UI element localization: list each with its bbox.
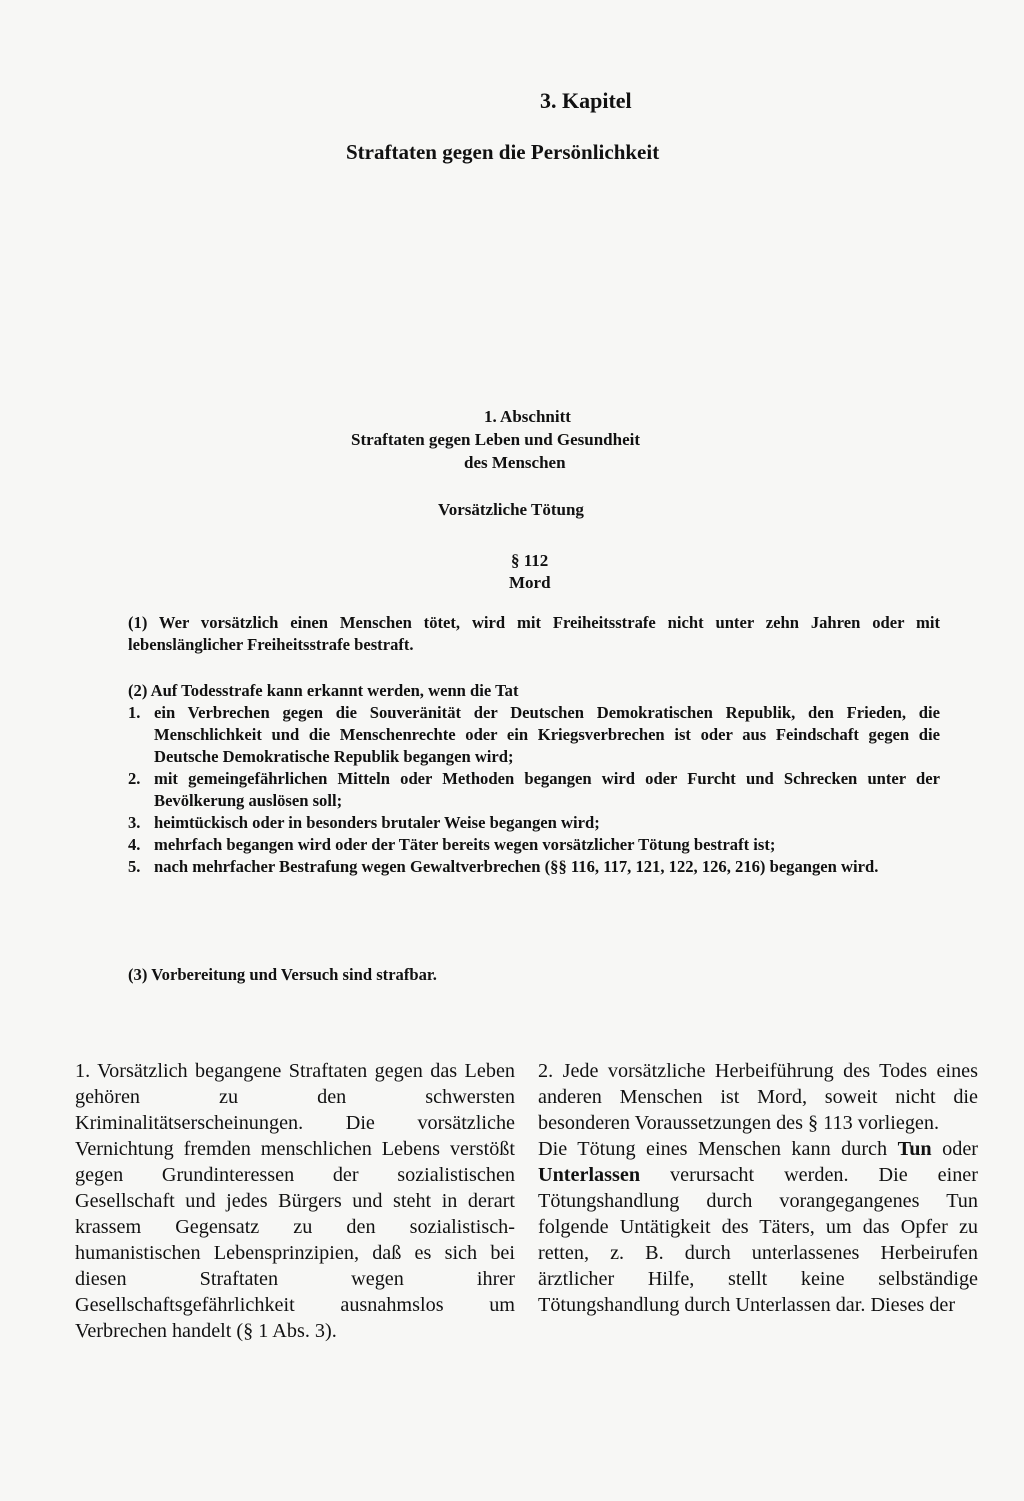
law-absatz-3: (3) Vorbereitung und Versuch sind strafbar.: [128, 965, 437, 984]
law-list-number: 2.: [128, 769, 141, 788]
commentary-right-column: [538, 1058, 978, 1318]
section-title: Straftaten gegen Leben und Gesundheit: [351, 430, 641, 449]
law-list-text: mehrfach begangen wird oder der Täter bereits wegen vorsätzlicher Tötung bestraft ist;: [154, 835, 776, 854]
law-list-item: [128, 812, 940, 834]
paragraph-number: § 112: [511, 551, 549, 570]
commentary-emphasis-unterlassen: Unterlassen: [538, 1164, 641, 1186]
section-number: 1. Abschnitt: [484, 407, 571, 426]
law-list-item: [128, 702, 940, 768]
law-list-item: [128, 834, 940, 856]
law-absatz-1: (1) Wer vorsätzlich einen Menschen tötet, wird mit Freiheitsstrafe nicht unter zehn Jahren oder mit lebenslänglicher Freiheitsstrafe bestraft.: [128, 613, 940, 654]
law-list-text: heimtückisch oder in besonders brutaler Weise begangen wird;: [154, 813, 600, 832]
chapter-number: 3. Kapitel: [540, 88, 632, 113]
law-list-number: 4.: [128, 835, 141, 854]
law-list-text: mit gemeingefährlichen Mitteln oder Methoden begangen wird oder Furcht und Schrecken unter der Bevölkerung auslösen soll;: [154, 769, 940, 810]
commentary-left-column: [75, 1058, 515, 1344]
commentary-note-2: 2. Jede vorsätzliche Herbeiführung des Todes eines anderen Menschen ist Mord, soweit nicht die besonderen Voraussetzungen des § 113 vorliegen.: [538, 1060, 978, 1134]
commentary-text: Die Tötung eines Menschen kann durch: [538, 1138, 898, 1160]
chapter-title: Straftaten gegen die Persönlichkeit: [346, 140, 660, 164]
law-list-number: 1.: [128, 703, 141, 722]
law-list-item: [128, 856, 940, 878]
law-list-text: nach mehrfacher Bestrafung wegen Gewaltverbrechen (§§ 116, 117, 121, 122, 126, 216) begangen wird.: [154, 857, 879, 876]
commentary-emphasis-tun: Tun: [897, 1138, 932, 1160]
commentary-note-2-continued: [538, 1136, 978, 1318]
law-list-number: 3.: [128, 813, 141, 832]
law-absatz-2-list: [128, 702, 940, 878]
paragraph-title: Mord: [509, 573, 551, 592]
commentary-text: verursacht werden. Die einer Tötungshandlung durch vorangegangenes Tun folgende Untätigkeit des Täters, um das Opfer zu retten, z. B. durch unterlassenes Herbeirufen ärztlicher Hilfe, stellt keine selbständige Tötungshandlung durch Unterlassen dar. Dieses der: [538, 1164, 978, 1316]
commentary-note-1: 1. Vorsätzlich begangene Straftaten gegen das Leben gehören zu den schwersten Kriminalitätserscheinungen. Die vorsätzliche Vernichtung fremden menschlichen Lebens verstößt gegen Grundinteressen der sozialistischen Gesellschaft und jedes Bürgers und steht in derart krassem Gegensatz zu den sozialistisch-humanistischen Lebensprinzipien, daß es sich bei diesen Straftaten wegen ihrer Gesellschaftsgefährlichkeit ausnahmslos um Verbrechen handelt (§ 1 Abs. 3).: [75, 1060, 515, 1342]
law-list-number: 5.: [128, 857, 141, 876]
section-title-continued: des Menschen: [464, 453, 566, 472]
law-absatz-2-lead: (2) Auf Todesstrafe kann erkannt werden, wenn die Tat: [128, 681, 519, 700]
subsection-title: Vorsätzliche Tötung: [438, 500, 584, 519]
law-list-text: ein Verbrechen gegen die Souveränität der Deutschen Demokratischen Republik, den Frieden, die Menschlichkeit und die Menschenrechte oder ein Kriegsverbrechen ist oder aus Feindschaft gegen die Deutsche Demokratische Republik begangen wird;: [154, 703, 940, 766]
commentary-text: oder: [931, 1138, 978, 1160]
law-list-item: [128, 768, 940, 812]
